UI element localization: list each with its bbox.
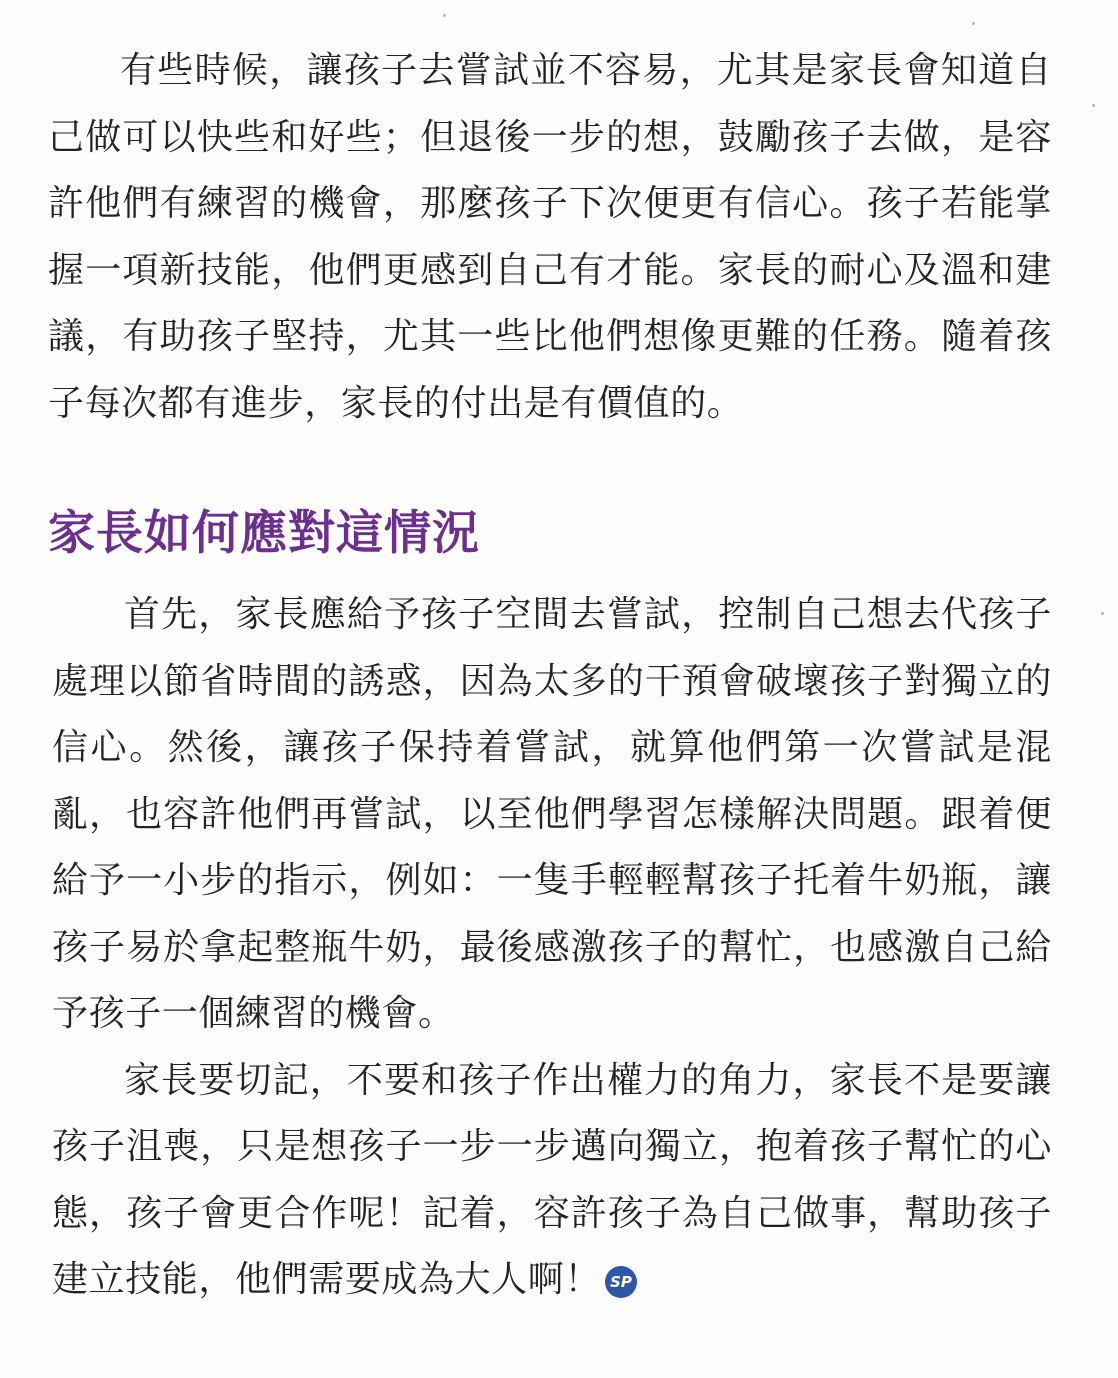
paper-speck: [972, 22, 975, 25]
paragraph-advice-2: [48, 1048, 1052, 1314]
paper-speck: [443, 14, 446, 17]
paragraph-advice-1: 首先，家長應給予孩子空間去嘗試，控制自己想去代孩子處理以節省時間的誘惑，因為太多的干預會破壞孩子對獨立的信心。然後，讓孩子保持着嘗試，就算他們第一次嘗試是混亂，也容許他們再嘗試，以至他們學習怎樣解決問題。跟着便給予一小步的指示，例如：一隻手輕輕幫孩子托着牛奶瓶，讓孩子易於拿起整瓶牛奶，最後感激孩子的幫忙，也感激自己給予孩子一個練習的機會。: [52, 594, 1052, 1034]
paragraph-advice-2-text: 家長要切記，不要和孩子作出權力的角力，家長不是要讓孩子沮喪，只是想孩子一步一步邁向獨立，抱着孩子幫忙的心態，孩子會更合作呢！記着，容許孩子為自己做事，幫助孩子建立技能，他們需要成為大人啊！: [52, 1059, 1052, 1300]
paper-speck: [1101, 612, 1104, 615]
sp-logo-icon: SP: [605, 1266, 637, 1298]
paragraph-intro: 有些時候，讓孩子去嘗試並不容易，尤其是家長會知道自己做可以快些和好些；但退後一步的想，鼓勵孩子去做，是容許他們有練習的機會，那麼孩子下次便更有信心。孩子若能掌握一項新技能，他們更感到自己有才能。家長的耐心及溫和建議，有助孩子堅持，尤其一些比他們想像更難的任務。隨着孩子每次都有進步，家長的付出是有價值的。: [48, 50, 1052, 424]
paper-speck: [1092, 104, 1095, 107]
section-heading: 家長如何應對這情況: [48, 506, 480, 561]
